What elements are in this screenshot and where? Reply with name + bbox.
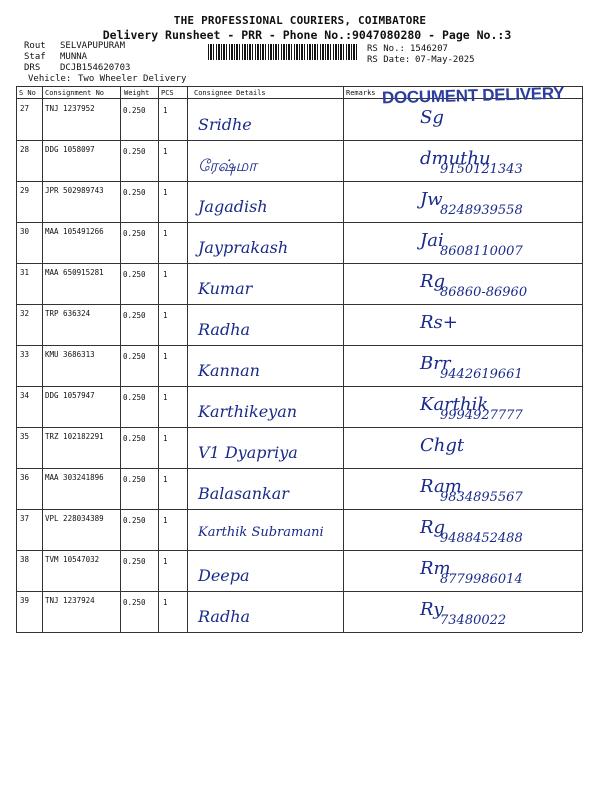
consignee-handwriting: Jagadish — [198, 197, 268, 216]
rs-date-value: 07-May-2025 — [415, 55, 475, 65]
row-weight: 0.250 — [123, 229, 146, 238]
row-pcs: 1 — [163, 270, 168, 279]
consignee-handwriting: Radha — [198, 320, 251, 339]
row-border — [16, 263, 582, 264]
row-pcs: 1 — [163, 311, 168, 320]
signature-handwriting: Rm — [420, 558, 451, 579]
staff-label: Staf — [24, 52, 46, 62]
row-weight: 0.250 — [123, 393, 146, 402]
phone-handwriting: 9442619661 — [440, 367, 523, 382]
row-border — [16, 591, 582, 592]
row-border — [16, 550, 582, 551]
rs-date-label: RS Date: — [367, 55, 411, 65]
row-sno: 29 — [20, 186, 30, 195]
row-consignment-no: MAA 303241896 — [45, 473, 104, 482]
row-weight: 0.250 — [123, 516, 146, 525]
row-border — [16, 509, 582, 510]
signature-handwriting: Jai — [420, 230, 444, 251]
row-weight: 0.250 — [123, 188, 146, 197]
consignee-handwriting: Kumar — [198, 279, 253, 298]
rs-no-value: 1546207 — [410, 44, 448, 54]
row-sno: 39 — [20, 596, 30, 605]
consignee-handwriting: Deepa — [198, 566, 250, 585]
staff-value: MUNNA — [60, 52, 88, 62]
phone-handwriting: 9488452488 — [440, 531, 523, 546]
signature-handwriting: Rg — [420, 271, 446, 292]
route-value: SELVAPUPURAM — [60, 41, 126, 51]
row-weight: 0.250 — [123, 106, 146, 115]
drs-label: DRS — [24, 63, 41, 73]
row-pcs: 1 — [163, 434, 168, 443]
row-border — [16, 304, 582, 305]
vehicle-label: Vehicle: — [28, 74, 72, 84]
row-weight: 0.250 — [123, 475, 146, 484]
row-pcs: 1 — [163, 557, 168, 566]
row-sno: 31 — [20, 268, 30, 277]
row-consignment-no: KMU 3686313 — [45, 350, 95, 359]
signature-handwriting: dmuthu — [420, 148, 491, 169]
row-sno: 35 — [20, 432, 30, 441]
row-pcs: 1 — [163, 106, 168, 115]
row-consignment-no: DDG 1058097 — [45, 145, 95, 154]
row-pcs: 1 — [163, 352, 168, 361]
row-consignment-no: MAA 650915281 — [45, 268, 104, 277]
runsheet-subtitle: Delivery Runsheet - PRR - Phone No.:9047080280 - Page No.:3 — [102, 28, 512, 42]
company-title: THE PROFESSIONAL COURIERS, COIMBATORE — [173, 14, 427, 27]
consignee-handwriting: Sridhe — [198, 115, 252, 134]
consignee-handwriting: V1 Dyapriya — [198, 443, 298, 462]
row-consignment-no: TRZ 102182291 — [45, 432, 104, 441]
row-pcs: 1 — [163, 516, 168, 525]
row-weight: 0.250 — [123, 352, 146, 361]
row-weight: 0.250 — [123, 557, 146, 566]
signature-handwriting: Sg — [420, 107, 444, 128]
route-label: Rout — [24, 41, 46, 51]
row-weight: 0.250 — [123, 598, 146, 607]
header-consignee: Consignee Details — [194, 89, 266, 97]
row-sno: 30 — [20, 227, 30, 236]
signature-handwriting: Brr — [420, 353, 451, 374]
vehicle-value: Two Wheeler Delivery — [78, 74, 187, 84]
phone-handwriting: 73480022 — [440, 613, 507, 628]
row-sno: 27 — [20, 104, 30, 113]
phone-handwriting: 9150121343 — [440, 162, 523, 177]
row-border — [16, 386, 582, 387]
signature-handwriting: Rs+ — [420, 312, 458, 333]
phone-handwriting: 8779986014 — [440, 572, 523, 587]
row-consignment-no: TRP 636324 — [45, 309, 91, 318]
row-border — [16, 632, 582, 633]
row-pcs: 1 — [163, 188, 168, 197]
row-pcs: 1 — [163, 475, 168, 484]
phone-handwriting: 9834895567 — [440, 490, 523, 505]
consignee-handwriting: Jayprakash — [198, 238, 289, 257]
column-divider — [582, 86, 583, 632]
row-consignment-no: VPL 228034389 — [45, 514, 104, 523]
row-border — [16, 222, 582, 223]
header-remarks: Remarks — [346, 89, 376, 97]
signature-handwriting: Karthik — [420, 394, 489, 415]
row-pcs: 1 — [163, 598, 168, 607]
signature-handwriting: Jw — [420, 189, 443, 210]
row-pcs: 1 — [163, 393, 168, 402]
consignee-handwriting: ரேஷ்மா — [198, 156, 257, 175]
row-sno: 38 — [20, 555, 30, 564]
document-delivery-stamp: DOCUMENT DELIVERY — [381, 83, 565, 108]
row-consignment-no: MAA 105491266 — [45, 227, 104, 236]
consignee-handwriting: Karthik Subramani — [198, 525, 324, 540]
row-sno: 32 — [20, 309, 30, 318]
signature-handwriting: Ry — [420, 599, 444, 620]
row-weight: 0.250 — [123, 147, 146, 156]
row-weight: 0.250 — [123, 434, 146, 443]
signature-handwriting: Rg — [420, 517, 446, 538]
drs-value: DCJB154620703 — [60, 63, 131, 73]
row-consignment-no: DDG 1057947 — [45, 391, 95, 400]
phone-handwriting: 8608110007 — [440, 244, 523, 259]
row-border — [16, 345, 582, 346]
row-weight: 0.250 — [123, 311, 146, 320]
phone-handwriting: 9994927777 — [440, 408, 523, 423]
row-border — [16, 427, 582, 428]
row-consignment-no: JPR 502989743 — [45, 186, 104, 195]
signature-handwriting: Chgt — [420, 435, 465, 456]
consignee-handwriting: Karthikeyan — [198, 402, 298, 421]
row-consignment-no: TVM 10547032 — [45, 555, 100, 564]
header-consignment: Consignment No — [45, 89, 105, 97]
phone-handwriting: 8248939558 — [440, 203, 523, 218]
row-consignment-no: TNJ 1237952 — [45, 104, 95, 113]
row-sno: 33 — [20, 350, 30, 359]
signature-handwriting: Ram — [420, 476, 462, 497]
rs-no-label: RS No.: — [367, 44, 405, 54]
row-weight: 0.250 — [123, 270, 146, 279]
barcode — [208, 44, 358, 60]
header-weight: Weight — [124, 89, 150, 97]
phone-handwriting: 86860-86960 — [440, 285, 528, 300]
header-pcs: PCS — [161, 89, 174, 97]
row-sno: 37 — [20, 514, 30, 523]
consignee-handwriting: Balasankar — [198, 484, 289, 503]
row-sno: 28 — [20, 145, 30, 154]
row-sno: 36 — [20, 473, 30, 482]
row-border — [16, 468, 582, 469]
row-consignment-no: TNJ 1237924 — [45, 596, 95, 605]
row-border — [16, 140, 582, 141]
header-sno: S No — [19, 89, 36, 97]
consignee-handwriting: Radha — [198, 607, 251, 626]
consignee-handwriting: Kannan — [198, 361, 260, 380]
row-border — [16, 181, 582, 182]
row-pcs: 1 — [163, 229, 168, 238]
row-pcs: 1 — [163, 147, 168, 156]
row-sno: 34 — [20, 391, 30, 400]
